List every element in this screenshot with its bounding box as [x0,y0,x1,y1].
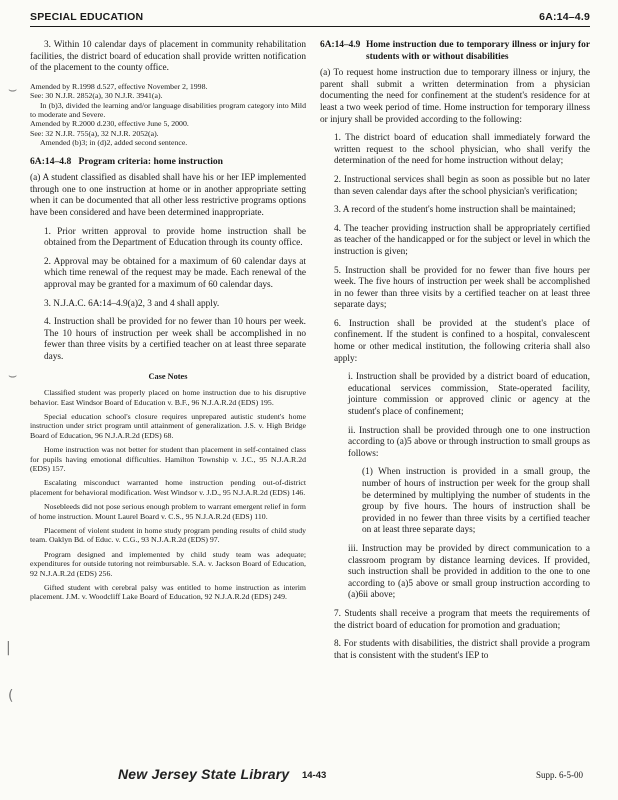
margin-mark: ( [8,688,14,704]
paragraph: 3. Within 10 calendar days of placement in community rehabilitation facilities, the district board of education shall provide written notification of the placement to the county office. [30,40,306,74]
case-note: Escalating misconduct warranted home instruction pending out-of-district placement for behavioral modification. West Windsor v. J.D., 95 N.J.A.R.2d (EDS) 146. [30,478,306,497]
library-logo: New Jersey State Library [118,766,290,782]
paragraph-4: 4. The teacher providing instruction shall be appropriately certified as teacher of the handicapped or for the subject or level in which the instruction is given; [334,223,590,257]
case-note: Nosebleeds did not pose serious enough problem to warrant emergent relief in form of home instruction. Mount Laurel Board v. C.S., 95 N.J.A.R.2d (EDS) 110. [30,502,306,521]
paragraph-1: 1. The district board of education shall immediately forward the written request to the school physician, who shall verify the determination of the need for home instruction without delay; [334,133,590,167]
section-heading [320,40,590,63]
section-title: Program criteria: home instruction [78,155,224,167]
case-note: Placement of violent student in home study program pending results of child study team. Oaklyn Bd. of Educ. v. C.G., 93 N.J.A.R.2d (EDS) 97. [30,526,306,545]
paragraph-6-ii: ii. Instruction shall be provided through one to one instruction according to (a)5 above or through instruction to small groups as follows: [348,425,590,459]
paragraph-a: (a) A student classified as disabled shall have his or her IEP implemented through one to one instruction at home or in another appropriate setting when it can be documented that all other less restrictive programs options have been considered and have been determined inappropriate. [30,173,306,218]
case-notes-title: Case Notes [148,371,188,381]
paragraph-8: 8. For students with disabilities, the district shall provide a program that is consistent with the student's IEP to [334,639,590,661]
amend-line: See: 30 N.J.R. 2852(a), 30 N.J.R. 3941(a). [30,91,163,101]
paragraph-7: 7. Students shall receive a program that meets the requirements of the district board of education for promotion and graduation; [334,608,590,631]
paragraph-5: 5. Instruction shall be provided for no fewer than five hours per week. The five hours of instruction per week shall be accomplished in no fewer than three visits by a certified teacher on at least three separate days; [334,265,590,311]
paragraph-a: (a) To request home instruction due to temporary illness or injury, the parent shall submit a written determination from a physician documenting the need for confinement at the student's residence for at least a two week period of time. Home instruction for temporary illness or injury shall be provided according to the following: [320,68,590,125]
paragraph-6: 6. Instruction shall be provided at the student's place of confinement. If the student is confined to a hospital, convalescent home or other medical institution, the following criteria shall also apply: [334,318,590,364]
paragraph-4: 4. Instruction shall be provided for no fewer than 10 hours per week. The 10 hours of instruction per week shall be accomplished in no fewer than three visits by a certified teacher on at least three separate days. [44,317,306,362]
case-note: Home instruction was not better for student than placement in self-contained class for pupils having emotional difficulties. Hamilton Township v. J.C., 95 N.J.A.R.2d (EDS) 157. [30,445,306,473]
case-note: Special education school's closure requires unprepared autistic student's home instruction under strict program until attainment of generalization. J.S. v. High Bridge Board of Education, 96 N.J.A.R.2d (EDS) 68. [30,411,306,440]
amend-line: In (b)3, divided the learning and/or language disabilities program category into Mild to moderate and Severe. [30,100,306,119]
case-note: Program designed and implemented by child study team was adequate; expenditures for outside tutoring not reimbursable. S.A. v. Jackson Board of Education, 92 N.J.A.R.2d (EDS) 256. [30,549,306,578]
section-heading [30,156,306,168]
amend-line: Amended by R.2000 d.230, effective June 5, 2000. [30,119,189,129]
supplement-date: Supp. 6-5-00 [536,770,583,780]
margin-mark: ⌣ [8,368,18,384]
amendment-history [30,82,306,148]
amend-line: Amended by R.1998 d.527, effective November 2, 1998. [30,81,208,91]
section-title: Home instruction due to temporary illness or injury for students with or without disabilities [366,40,590,62]
section-number: 6A:14–4.8 [30,155,72,167]
margin-mark: | [6,640,11,656]
case-note: Gifted student with cerebral palsy was entitled to home instruction as interim placement. J.M. v. Woodcliff Lake Board of Education, 92 N.J.A.R.2d (EDS) 249. [30,583,306,602]
paragraph-1: 1. Prior written approval to provide home instruction shall be obtained from the Department of Education through its county office. [44,226,306,249]
paragraph-3: 3. N.J.A.C. 6A:14–4.9(a)2, 3 and 4 shall apply. [44,298,220,309]
running-header [30,8,590,27]
page-number: 14-43 [302,770,327,781]
header-title: SPECIAL EDUCATION [30,11,144,23]
section-number: 6A:14–4.9 [320,40,361,50]
paragraph-6-ii-1: (1) When instruction is provided in a small group, the number of hours of instruction per week for the group shall be determined by multiplying the number of students in the group by five hours. The hours of instruction shall be provided in no fewer than three visits by a certified teacher on at least three separate days; [362,467,590,536]
paragraph-6-i: i. Instruction shall be provided by a district board of education, educational services commission, State-operated facility, jointure commission or approved clinic or agency at the student's place of confinement; [348,372,590,418]
right-column [320,40,590,669]
left-column [30,40,306,607]
header-section: 6A:14–4.9 [539,11,590,23]
amend-line: See: 32 N.J.R. 755(a), 32 N.J.R. 2052(a). [30,128,159,138]
margin-mark: ⌣ [8,82,18,98]
amend-line: Amended (b)3; in (d)2, added second sentence. [40,138,188,148]
paragraph-3: 3. A record of the student's home instruction shall be maintained; [334,205,576,216]
paragraph-2: 2. Instructional services shall begin as soon as possible but no later than seven calendar days after the school physician's verification; [334,174,590,197]
paragraph-6-iii: iii. Instruction may be provided by direct communication to a classroom program by distance learning devices. If provided, such instruction shall be provided in addition to the one to one according to (a)5 above or small group instruction according to (a)6ii above; [348,543,590,601]
case-note: Classified student was properly placed on home instruction due to his disruptive behavior. East Windsor Board of Education v. B.F., 96 N.J.A.R.2d (EDS) 195. [30,388,306,407]
paragraph-2: 2. Approval may be obtained for a maximum of 60 calendar days at which time renewal of the request may be made. Each renewal of the approval may be granted for a maximum of 60 calendar days. [44,256,306,290]
